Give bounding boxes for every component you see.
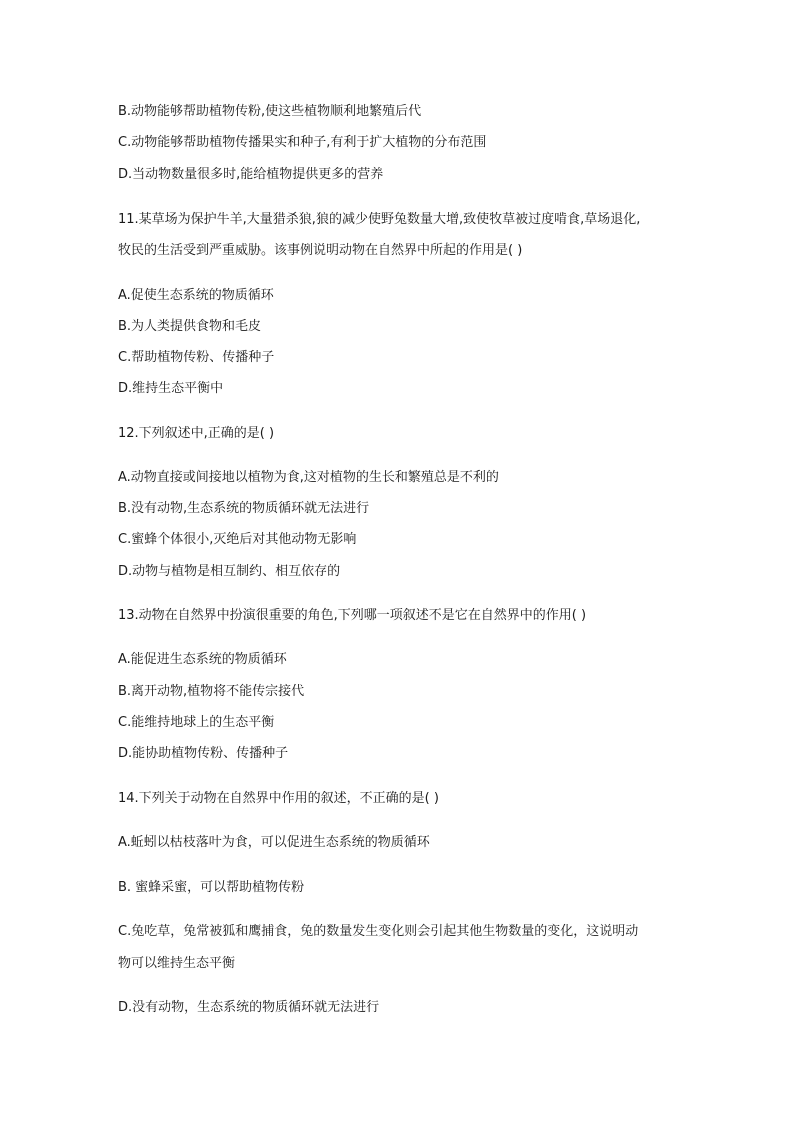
q12-option-b: B.没有动物,生态系统的物质循环就无法进行 xyxy=(118,501,370,516)
q14-option-c-line1: C.兔吃草，兔常被狐和鹰捕食，兔的数量发生变化则会引起其他生物数量的变化，这说明动 xyxy=(118,924,639,939)
q13-option-c: C.能维持地球上的生态平衡 xyxy=(118,715,275,730)
q11-option-a: A.促使生态系统的物质循环 xyxy=(118,288,274,303)
q14-option-b: B. 蜜蜂采蜜，可以帮助植物传粉 xyxy=(118,880,305,895)
q13-stem: 13.动物在自然界中扮演很重要的角色,下列哪一项叙述不是它在自然界中的作用( ) xyxy=(118,608,587,623)
q13-option-d: D.能协助植物传粉、传播种子 xyxy=(118,746,289,761)
q11-option-b: B.为人类提供食物和毛皮 xyxy=(118,319,262,334)
q14-stem: 14.下列关于动物在自然界中作用的叙述，不正确的是( ) xyxy=(118,791,439,806)
q11-stem-line1: 11.某草场为保护牛羊,大量猎杀狼,狼的减少使野兔数量大增,致使牧草被过度啃食,草场退化, xyxy=(118,212,641,227)
q12-option-a: A.动物直接或间接地以植物为食,这对植物的生长和繁殖总是不利的 xyxy=(118,470,499,485)
q12-stem: 12.下列叙述中,正确的是( ) xyxy=(118,426,275,441)
q13-option-a: A.能促进生态系统的物质循环 xyxy=(118,652,287,667)
q10-option-c: C.动物能够帮助植物传播果实和种子,有利于扩大植物的分布范围 xyxy=(118,135,487,150)
q12-option-c: C.蜜蜂个体很小,灭绝后对其他动物无影响 xyxy=(118,532,357,547)
q10-option-b: B.动物能够帮助植物传粉,使这些植物顺利地繁殖后代 xyxy=(118,104,422,119)
q12-option-d: D.动物与植物是相互制约、相互依存的 xyxy=(118,564,341,579)
q11-option-c: C.帮助植物传粉、传播种子 xyxy=(118,350,275,365)
q14-option-c-line2: 物可以维持生态平衡 xyxy=(118,956,236,971)
q14-option-a: A.蚯蚓以枯枝落叶为食，可以促进生态系统的物质循环 xyxy=(118,835,430,850)
q10-option-d: D.当动物数量很多时,能给植物提供更多的营养 xyxy=(118,167,384,182)
q11-option-d: D.维持生态平衡中 xyxy=(118,381,224,396)
q11-stem-line2: 牧民的生活受到严重威胁。该事例说明动物在自然界中所起的作用是( ) xyxy=(118,243,523,258)
q13-option-b: B.离开动物,植物将不能传宗接代 xyxy=(118,684,305,699)
q14-option-d: D.没有动物，生态系统的物质循环就无法进行 xyxy=(118,1000,380,1015)
